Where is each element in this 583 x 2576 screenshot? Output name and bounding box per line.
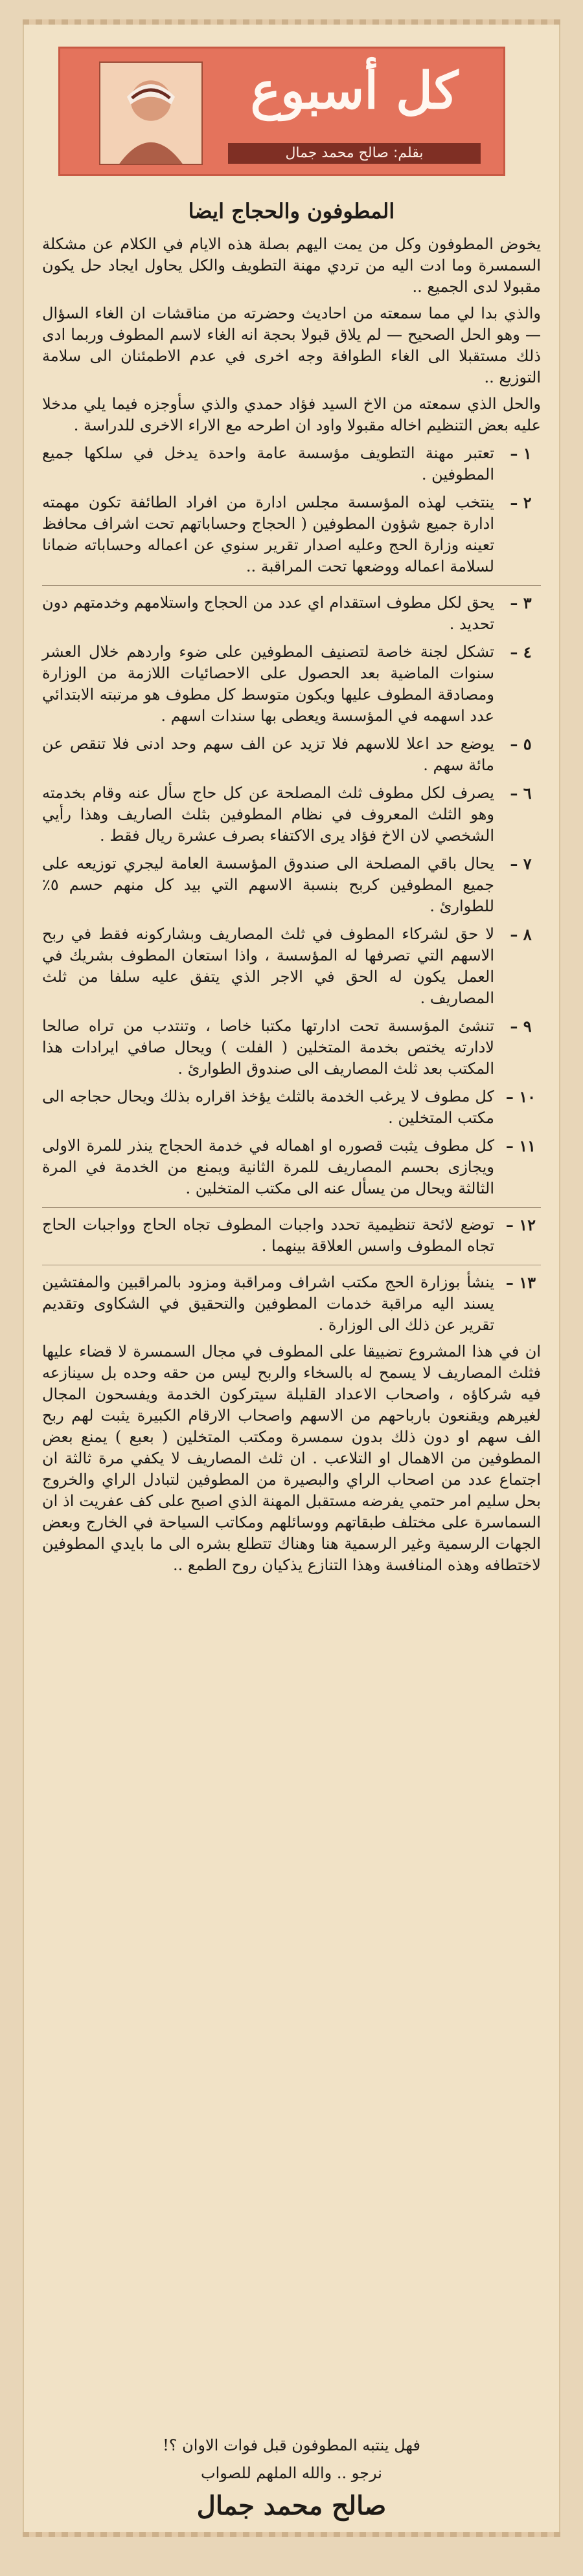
item-text: لا حق لشركاء المطوف في ثلث المصاريف وبشاركونه فقط في ربح الاسهم التي تصرفها له المؤسسة ، واذا استعان المطوف بشريك في العمل يكون له الحق في الاجر الذي يتفق عليه سلفا من ثلث المصاريف . xyxy=(42,925,494,1007)
item-number: ٨ – xyxy=(510,925,532,944)
article-title: المطوفون والحجاج ايضا xyxy=(188,199,395,223)
proposal-item xyxy=(42,783,541,847)
article-body xyxy=(42,197,541,2466)
proposal-item xyxy=(42,853,541,917)
item-text: ينشأ بوزارة الحج مكتب اشراف ومراقبة ومزود بالمراقبين والمفتشين يسند اليه مراقبة خدمات المطوفين والتحقيق في الشكاوى وتقديم تقرير عن ذلك الى الوزارة . xyxy=(42,1273,494,1334)
top-paper-edge xyxy=(23,19,560,25)
item-text: يحق لكل مطوف استقدام اي عدد من الحجاج واستلامهم وخدمتهم دون تحديد . xyxy=(42,594,494,633)
bottom-paper-edge xyxy=(23,2532,560,2537)
item-number: ٩ – xyxy=(510,1017,532,1036)
section-divider xyxy=(42,585,541,586)
proposal-item xyxy=(42,924,541,1009)
item-number: ٥ – xyxy=(510,735,532,753)
proposal-item xyxy=(42,592,541,635)
closing-question: فهل ينتبه المطوفون قبل فوات الاوان ؟! xyxy=(163,2436,420,2454)
proposal-item xyxy=(42,733,541,776)
item-text: تشكل لجنة خاصة لتصنيف المطوفين على ضوء واردهم خلال العشر سنوات الماضية بعد الحصول على الاحصائيات اللازمة من الوزارة ومصادقة المطوف عليها ويكون متوسط كل مطوف هو مرتبته الابتدائي عدد اسهمه في المؤسسة ويعطى بها سندات اسهم . xyxy=(42,643,494,725)
item-number: ٧ – xyxy=(510,854,532,873)
section-divider xyxy=(42,1207,541,1208)
item-number: ٣ – xyxy=(510,594,532,612)
author-portrait-icon xyxy=(100,63,201,164)
proposal-item xyxy=(42,1016,541,1080)
proposal-item xyxy=(42,1086,541,1129)
proposal-item xyxy=(42,1135,541,1199)
intro-paragraph-1: يخوض المطوفون وكل من يمت اليهم بصلة هذه الايام في الكلام عن مشكلة السمسرة وما ادت اليه من تردي مهنة التطويف والكل يحاول ايجاد حل يكون مقبولا لدى الجميع .. xyxy=(42,235,541,296)
intro-paragraph-3: والحل الذي سمعته من الاخ السيد فؤاد حمدي والذي سأوجزه فيما يلي مدخلا عليه بعض التنظيم اخاله مقبولا واود ان اطرحه مع الاراء الاخرى للدراسة . xyxy=(42,395,541,434)
item-number: ٦ – xyxy=(510,784,532,803)
item-text: يحال باقي المصلحة الى صندوق المؤسسة العامة ليجري توزيعه على جميع المطوفين كربح بنسبة الاسهم التي بيد كل منهم حسم ٥٪ للطوارئ . xyxy=(42,854,495,915)
item-number: ١٠ – xyxy=(505,1087,536,1106)
column-masthead xyxy=(58,47,505,176)
item-text: توضع لائحة تنظيمية تحدد واجبات المطوف تجاه الحاج وواجبات الحاج تجاه المطوف واسس العلاقة بينهما . xyxy=(42,1216,494,1255)
item-text: يوضع حد اعلا للاسهم فلا تزيد عن الف سهم وحد ادنى فلا تنقص عن مائة سهم . xyxy=(42,735,494,774)
item-text: تنشئ المؤسسة تحت ادارتها مكتبا خاصا ، وتنتدب من تراه صالحا لادارته يختص بخدمة المتخلين ( الفلت ) ويحال صافي ايرادات هذا المكتب بعد ثلث المصاريف الى صندوق الطوارئ . xyxy=(42,1017,494,1078)
item-number: ١١ – xyxy=(505,1137,536,1155)
proposal-item xyxy=(42,1214,541,1257)
conclusion-paragraph: ان في هذا المشروع تضييقا على المطوف في مجال السمسرة لا قضاء عليها فثلث المصاريف لا يسمح له بالسخاء والربح ليس من حقه وحده بل سينازعه فيه شركاؤه ، واصحاب الاعداد القليلة سيتركون الخدمة ويفسحون المجال لغيرهم ويقنعون بارباحهم من الاسهم واصحاب الارقام الكبيرة يثبت لهم ربح الف سهم او دون ذلك بدون سمسرة ومكتب المتخلين ( بعبع ) يمنع بعض المطوفين من الاهمال او التلاعب . ان ثلث المصاريف لا يكفي مرة ثالثة ان اجتماع عدد من اصحاب الراي والبصيرة من المطوفين لتبادل الراي والخروج بحل سليم امر حتمي يفرضه مستقبل المهنة الذي اصبح على كف عفريت اذ ان السماسرة على مختلف طبقاتهم ووسائلهم ومكاتب السياحة في الخارج وبعض الجهات الرسمية وغير الرسمية هنا وهناك تتطلع بشره الى ما بايدي المطوفين لاختطافه وهذه المنافسة وهذا التنازع يذكيان روح الطمع .. xyxy=(42,1342,541,1574)
proposal-item xyxy=(42,1272,541,1336)
item-text: تعتبر مهنة التطويف مؤسسة عامة واحدة يدخل في سلكها جميع المطوفين . xyxy=(42,444,494,483)
item-text: كل مطوف يثبت قصوره او اهماله في خدمة الحجاج ينذر للمرة الاولى ويجازى بحسم المصاريف للمرة الثانية ويمنع من الخدمة في المرة الثالثة ويحال من يسأل عنه الى مكتب المتخلين . xyxy=(42,1137,494,1197)
proposal-item xyxy=(42,641,541,727)
article-footer xyxy=(42,2435,541,2522)
author-portrait xyxy=(99,61,203,165)
proposal-item xyxy=(42,492,541,577)
closing-prayer: نرجو .. والله الملهم للصواب xyxy=(201,2464,382,2482)
proposal-item xyxy=(42,443,541,485)
item-number: ١ – xyxy=(510,444,532,463)
item-number: ١٢ – xyxy=(505,1216,536,1234)
item-text: ينتخب لهذه المؤسسة مجلس ادارة من افراد الطائفة تكون مهمته ادارة جميع شؤون المطوفين ( الحجاج وحساباتهم تحت اشراف محافظ تعينه وزارة الحج وعليه اصدار تقرير سنوي عن اعماله وحساباته ضمانا لسلامة اعماله ووضعها تحت المراقبة .. xyxy=(42,493,494,575)
intro-paragraph-2: والذي بدا لي مما سمعته من احاديث وحضرته من مناقشات ان الغاء السؤال — وهو الحل الصحيح — لم يلاق قبولا بحجة انه الغاء لاسم المطوف وربما ادى ذلك مستقبلا الى الغاء الطوافة وجه اخرى في عدم الاطمئنان الى سلامة التوزيع .. xyxy=(42,304,541,386)
item-text: كل مطوف لا يرغب الخدمة بالثلث يؤخذ اقراره بذلك ويحال حجاجه الى مكتب المتخلين . xyxy=(42,1087,494,1127)
item-number: ٢ – xyxy=(510,493,532,512)
author-signature: صالح محمد جمال xyxy=(196,2491,387,2521)
newspaper-clipping xyxy=(23,19,560,2537)
author-byline: بقلم: صالح محمد جمال xyxy=(228,143,481,164)
column-title: كل أسبوع xyxy=(250,61,459,120)
item-text: يصرف لكل مطوف ثلث المصلحة عن كل حاج سأل عنه وقام بخدمته وهو الثلث المعروف في نظام المطوفين بثلث الصاريف وهذا رأيي الشخصي لان الاخ فؤاد يرى الاكتفاء بصرف عشرة ريال فقط . xyxy=(42,784,494,845)
item-number: ٤ – xyxy=(510,643,532,661)
item-number: ١٣ – xyxy=(505,1273,536,1292)
